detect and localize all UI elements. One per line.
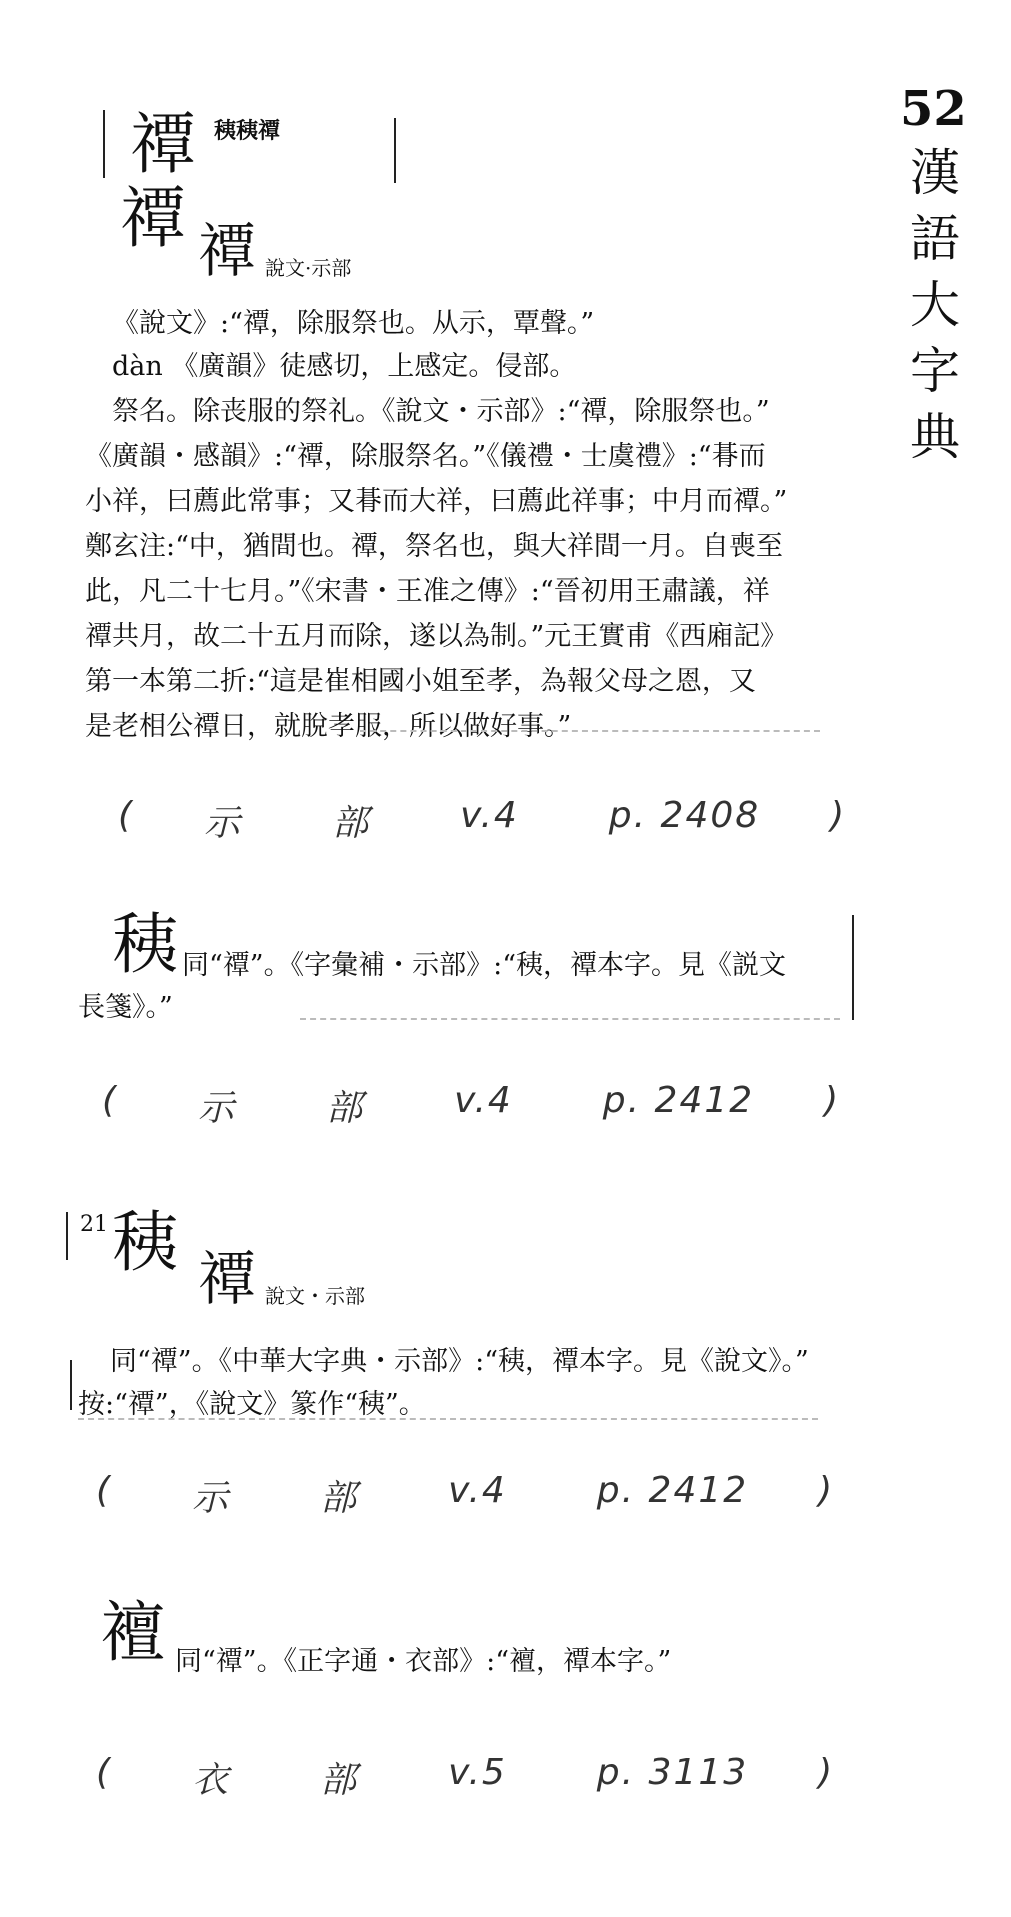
- margin-line: [70, 1360, 72, 1410]
- entry1-line: dàn 《廣韻》徒感切，上感定。侵部。: [112, 351, 577, 382]
- entry1-source: 說文·示部: [265, 256, 352, 280]
- note-bu: 部: [320, 1478, 359, 1519]
- entry3-headword: 䄺: [112, 1204, 178, 1281]
- cut-line: [300, 1018, 840, 1020]
- entry3-source: 說文・示部: [265, 1284, 365, 1308]
- entry4-line: 同“禫”。《正字通・衣部》:“襢，禫本字。”: [175, 1646, 672, 1677]
- entry1-seal-script: 禫: [198, 217, 257, 285]
- entry4-headword: 襢: [100, 1594, 166, 1671]
- entry2-handwritten-note: [102, 1080, 840, 1131]
- note-page: p. 3113: [596, 1752, 749, 1793]
- entry2-line: 長箋》。”: [78, 992, 173, 1023]
- note-bu: 部: [320, 1760, 359, 1801]
- book-title: [905, 140, 965, 470]
- note-volume: v.4: [454, 1080, 513, 1121]
- cut-line: [360, 730, 820, 732]
- book-title-char: 大: [910, 276, 960, 334]
- note-paren: ): [830, 795, 847, 836]
- note-radical: 示: [204, 803, 243, 844]
- note-page: p. 2412: [596, 1470, 749, 1511]
- book-title-char: 漢: [910, 144, 960, 202]
- note-paren: (: [102, 1080, 119, 1121]
- entry1-line: 第一本第二折:“這是崔相國小姐至孝，為報父母之恩，又: [85, 666, 756, 697]
- margin-line: [66, 1212, 68, 1260]
- note-bu: 部: [332, 803, 371, 844]
- margin-line: [103, 110, 105, 178]
- entry2-headword: 䄺: [112, 906, 178, 983]
- page-number: 52: [900, 81, 967, 137]
- book-title-char: 字: [910, 342, 960, 400]
- entry1-line: 祭名。除丧服的祭礼。《說文・示部》:“禫，除服祭也。”: [112, 396, 770, 427]
- entry1-line: 《說文》:“禫，除服祭也。从示，覃聲。”: [112, 308, 595, 339]
- entry1-variants: 䄺䄺禫: [214, 118, 281, 144]
- entry3-handwritten-note: [96, 1470, 834, 1521]
- entry1-line: 小祥，曰薦此常事；又朞而大祥，曰薦此祥事；中月而禫。”: [85, 486, 788, 517]
- note-paren: ): [824, 1080, 841, 1121]
- note-volume: v.5: [448, 1752, 507, 1793]
- note-paren: ): [818, 1752, 835, 1793]
- entry1-line: 《廣韻・感韻》:“禫，除服祭名。”《儀禮・士虞禮》:“朞而: [85, 441, 766, 472]
- entry1-line: 鄭玄注:“中，猶間也。禫，祭名也，與大祥間一月。自喪至: [85, 531, 783, 562]
- entry1-headword-2: 禫: [120, 180, 186, 257]
- margin-line: [852, 915, 854, 1020]
- entry3-line: 按:“禫”，《說文》篆作“䄺”。: [78, 1389, 426, 1420]
- entry2-line: 同“禫”。《字彙補・示部》:“䄺，禫本字。見《説文: [182, 950, 787, 981]
- note-radical: 示: [192, 1478, 231, 1519]
- entry4-handwritten-note: [96, 1752, 834, 1803]
- cut-line: [78, 1418, 818, 1420]
- note-paren: (: [96, 1752, 113, 1793]
- note-bu: 部: [326, 1088, 365, 1129]
- book-title-char: 語: [910, 210, 960, 268]
- entry1-handwritten-note: [118, 795, 846, 846]
- entry3-number: 21: [80, 1212, 108, 1237]
- note-paren: ): [818, 1470, 835, 1511]
- note-radical: 示: [198, 1088, 237, 1129]
- note-page: p. 2408: [608, 795, 761, 836]
- note-paren: (: [118, 795, 135, 836]
- margin-line: [394, 118, 396, 183]
- entry1-line: 此，凡二十七月。”《宋書・王准之傳》:“晉初用王肅議，祥: [85, 576, 770, 607]
- note-page: p. 2412: [602, 1080, 755, 1121]
- entry1-line: 禫共月，故二十五月而除，遂以為制。”元王實甫《西廂記》: [85, 621, 788, 652]
- note-volume: v.4: [448, 1470, 507, 1511]
- note-volume: v.4: [460, 795, 519, 836]
- entry1-line: 是老相公禫日，就脫孝服，所以做好事。”: [85, 711, 572, 742]
- book-title-char: 典: [910, 408, 960, 466]
- entry3-line: 同“禫”。《中華大字典・示部》:“䄺，禫本字。見《說文》。”: [110, 1346, 809, 1377]
- note-paren: (: [96, 1470, 113, 1511]
- entry3-seal-script: 禫: [198, 1245, 257, 1313]
- entry1-headword: 禫: [130, 106, 196, 183]
- note-radical: 衣: [192, 1760, 231, 1801]
